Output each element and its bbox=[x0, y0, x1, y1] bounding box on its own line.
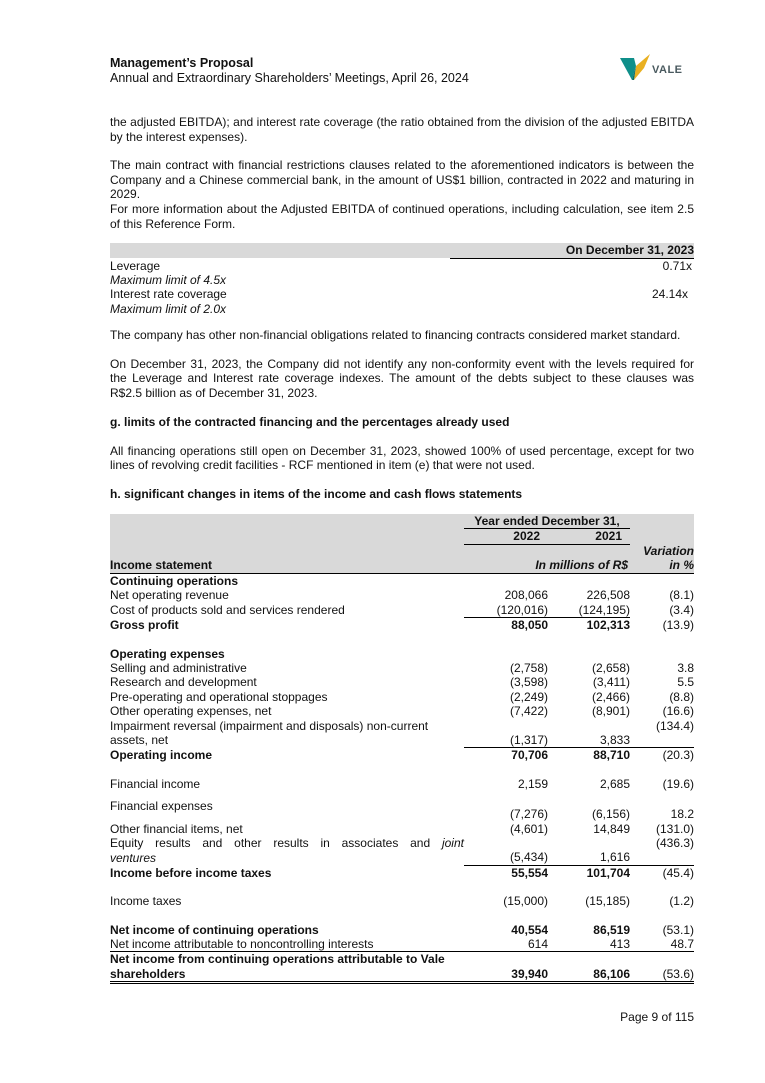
section-heading-g: g. limits of the contracted financing and the percentages already used bbox=[110, 414, 510, 429]
variation-unit-header: in % bbox=[630, 558, 694, 573]
paragraph-financing-operations: All financing operations still open on December 31, 2023, showed 100% of used percentage, except for two lines of revolving credit facilities - RCF mentioned in item (e) that were not used. bbox=[110, 443, 694, 473]
period-header: Year ended December 31, bbox=[464, 514, 630, 529]
paragraph-more-info: For more information about the Adjusted EBITDA of continued operations, including calculation, see item 2.5 of this Reference Form. bbox=[110, 201, 694, 231]
year-2021: 2021 bbox=[548, 529, 630, 544]
table-row: Operating expenses bbox=[110, 646, 225, 661]
table-row: assets, net (1,317) 3,833 bbox=[110, 732, 630, 748]
table-row: Maximum limit of 4.5x bbox=[110, 272, 227, 287]
paragraph-non-conformity: On December 31, 2023, the Company did not identify any non-conformity event with the levels required for the Leverage and Interest rate coverage indexes. The amount of the debts subject to these clauses was R$2.5 billion as of December 31, 2023. bbox=[110, 356, 694, 400]
paragraph-main-contract: The main contract with financial restrictions clauses related to the aforementioned indicators is between the Company and a Chinese commercial bank, in the amount of US$1 billion, contracted in 2022 and maturing in 2029. bbox=[110, 158, 694, 202]
income-statement-header: Income statement bbox=[110, 558, 464, 573]
table-row: Net income of continuing operations 40,554 86,519 (53.1) bbox=[110, 922, 694, 937]
variation-header: Variation bbox=[643, 544, 694, 559]
table-row: Income taxes (15,000) (15,185) (1.2) bbox=[110, 894, 694, 909]
table-row: Financial income 2,159 2,685 (19.6) bbox=[110, 776, 694, 791]
table-row: Research and development (3,598) (3,411) 5.5 bbox=[110, 675, 694, 690]
table-row: Net income from continuing operations attributable to Vale bbox=[110, 952, 445, 967]
table-row: Financial expenses (7,276) (6,156) 18.2 bbox=[110, 799, 694, 822]
table-row: Leverage 0.71x bbox=[110, 258, 692, 273]
table-row: Operating income 70,706 88,710 (20.3) bbox=[110, 748, 694, 763]
table-row: Gross profit 88,050 102,313 (13.9) bbox=[110, 618, 694, 633]
paragraph-ebitda: the adjusted EBITDA); and interest rate coverage (the ratio obtained from the division of the adjusted EBITDA by the interest expenses). bbox=[110, 115, 694, 144]
section-heading-h: h. significant changes in items of the income and cash flows statements bbox=[110, 486, 523, 501]
table-row: Maximum limit of 2.0x bbox=[110, 301, 227, 316]
paragraph-non-financial: The company has other non-financial obligations related to financing contracts considered market standard. bbox=[110, 328, 681, 343]
units-header: In millions of R$ bbox=[464, 558, 630, 573]
table-row: Interest rate coverage 24.14x bbox=[110, 287, 688, 302]
table-row: Other financial items, net (4,601) 14,849 (131.0) bbox=[110, 821, 694, 836]
table-row: Net operating revenue 208,066 226,508 (8.1) bbox=[110, 588, 694, 603]
table-row: Income before income taxes 55,554 101,704 (45.4) bbox=[110, 865, 694, 880]
table-row: Other operating expenses, net (7,422) (8,901) (16.6) bbox=[110, 704, 694, 719]
covenant-header: On December 31, 2023 bbox=[450, 243, 694, 258]
table-row: Net income attributable to noncontrolling interests 614 413 48.7 bbox=[110, 937, 694, 951]
table-row: ventures (5,434) 1,616 bbox=[110, 850, 630, 865]
table-row: Cost of products sold and services rendered (120,016) (124,195) (3.4) bbox=[110, 602, 694, 618]
page-body bbox=[110, 56, 694, 984]
year-2022: 2022 bbox=[464, 529, 548, 544]
page-subtitle: Annual and Extraordinary Shareholders’ Meetings, April 26, 2024 bbox=[110, 71, 469, 85]
table-row: Continuing operations bbox=[110, 573, 238, 588]
income-statement-table bbox=[110, 514, 694, 984]
table-row: Selling and administrative (2,758) (2,658) 3.8 bbox=[110, 660, 694, 675]
page-title: Management’s Proposal bbox=[110, 56, 254, 70]
table-row: shareholders 39,940 86,106 (53.6) bbox=[110, 966, 694, 981]
table-row: Equity results and other results in associates and joint (436.3) bbox=[110, 835, 694, 850]
table-row: Impairment reversal (impairment and disposals) non-current (134.4) bbox=[110, 718, 694, 733]
logo-text: VALE bbox=[652, 64, 683, 76]
covenant-table bbox=[110, 243, 694, 316]
page-number: Page 9 of 115 bbox=[620, 1010, 694, 1024]
table-row: Pre-operating and operational stoppages (2,249) (2,466) (8.8) bbox=[110, 689, 694, 704]
